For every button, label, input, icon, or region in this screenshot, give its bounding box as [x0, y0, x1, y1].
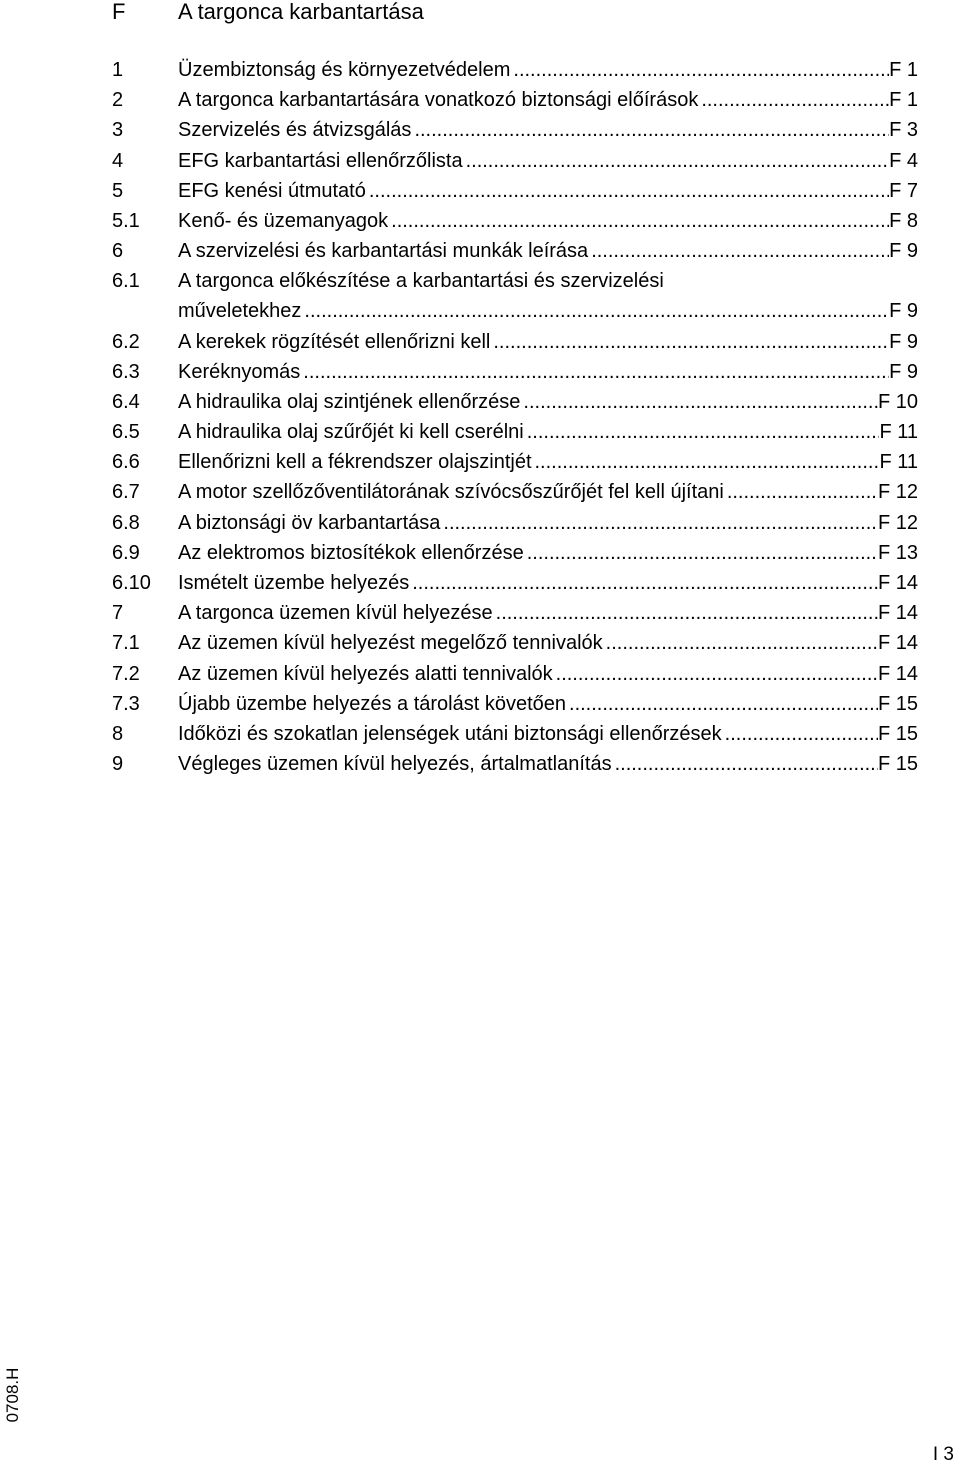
toc-title: Kenő- és üzemanyagok — [178, 209, 389, 232]
toc-number: 6.2 — [112, 330, 140, 353]
toc-number: 9 — [112, 753, 124, 776]
toc-number: 6.5 — [112, 421, 140, 444]
document-code-text: 0708.H — [3, 1367, 22, 1423]
toc-number: 5 — [112, 179, 124, 202]
toc-entry — [178, 477, 918, 507]
toc-page: F 15 — [877, 692, 918, 715]
toc-leader-dots — [388, 206, 889, 236]
toc-title: Végleges üzemen kívül helyezés, ártalmatlanítás — [178, 753, 612, 776]
toc-page: F 15 — [877, 722, 918, 745]
toc-number: 3 — [112, 119, 124, 142]
toc-number: 1 — [112, 59, 124, 81]
toc-leader-dots — [588, 236, 889, 266]
toc-number: 7.2 — [112, 662, 140, 685]
toc-entry — [178, 598, 918, 628]
page-number: I 3 — [932, 1444, 954, 1465]
toc-number: 8 — [112, 722, 124, 745]
toc-page: F 14 — [877, 572, 918, 594]
toc-number: 6.8 — [112, 511, 140, 534]
toc-number: 6 — [112, 240, 124, 263]
toc-row[interactable] — [112, 538, 918, 568]
toc-leader-dots — [409, 568, 878, 598]
toc-page: F 8 — [889, 209, 918, 232]
toc-row[interactable] — [112, 628, 918, 658]
toc-page: F 14 — [877, 662, 918, 685]
toc-entry — [178, 628, 918, 658]
toc-page: F 11 — [879, 451, 918, 474]
toc-page: F 10 — [877, 390, 918, 413]
toc-page: F 1 — [889, 59, 918, 81]
toc-leader-dots — [524, 417, 880, 447]
toc-leader-dots — [698, 85, 889, 115]
toc-entry — [178, 387, 918, 417]
toc-leader-dots — [520, 387, 878, 417]
toc-page: F 4 — [889, 149, 918, 172]
toc-title: Ellenőrizni kell a fékrendszer olajszintjét — [178, 451, 532, 474]
section-letter: F — [112, 0, 126, 24]
toc-leader-dots — [440, 508, 878, 538]
toc-row[interactable] — [112, 689, 918, 719]
toc-row-continuation[interactable] — [112, 296, 918, 326]
toc-title: Ismételt üzembe helyezés — [178, 572, 410, 594]
toc-row[interactable] — [112, 508, 918, 538]
toc-number: 6.7 — [112, 481, 140, 504]
toc-page: F 9 — [889, 330, 918, 353]
toc-number: 6.6 — [112, 451, 140, 474]
toc-row[interactable] — [112, 568, 918, 598]
toc-row[interactable] — [112, 236, 918, 266]
toc-row[interactable] — [112, 357, 918, 387]
toc-entry — [178, 327, 918, 357]
page-title: A targonca karbantartása — [178, 0, 424, 24]
toc-entry — [178, 206, 918, 236]
toc-row[interactable] — [112, 447, 918, 477]
toc-leader-dots — [566, 689, 878, 719]
toc-leader-dots — [490, 327, 889, 357]
toc-leader-dots — [722, 719, 878, 749]
toc-row[interactable] — [112, 749, 918, 779]
toc-leader-dots — [603, 628, 878, 658]
page-header — [112, 0, 920, 28]
toc-row[interactable] — [112, 55, 918, 85]
toc-leader-dots — [411, 115, 889, 145]
toc-number: 6.3 — [112, 360, 140, 383]
toc-row[interactable] — [112, 176, 918, 206]
toc-title: Újabb üzembe helyezés a tárolást követően — [178, 692, 567, 715]
toc-title: A targonca karbantartására vonatkozó biztonsági előírások — [178, 89, 699, 112]
toc-leader-dots — [463, 146, 890, 176]
toc-row[interactable] — [112, 719, 918, 749]
toc-title: Az üzemen kívül helyezést megelőző tennivalók — [178, 632, 603, 655]
toc-entry — [178, 176, 918, 206]
toc-title: A hidraulika olaj szintjének ellenőrzése — [178, 390, 521, 413]
toc-row[interactable] — [112, 598, 918, 628]
toc-page: F 9 — [889, 300, 918, 323]
toc-page: F 7 — [889, 179, 918, 202]
toc-entry — [178, 85, 918, 115]
toc-entry — [178, 115, 918, 145]
toc-entry — [178, 689, 918, 719]
document-code — [2, 1360, 24, 1430]
toc-entry — [178, 538, 918, 568]
toc-row[interactable] — [112, 417, 918, 447]
toc-row[interactable] — [112, 85, 918, 115]
toc-page: F 3 — [889, 119, 918, 142]
toc-number: 6.10 — [112, 572, 151, 594]
toc-page: F 11 — [879, 421, 918, 444]
toc-leader-dots — [510, 55, 889, 85]
toc-row[interactable] — [112, 266, 918, 296]
toc-row[interactable] — [112, 659, 918, 689]
toc-entry — [178, 417, 918, 447]
toc-number: 2 — [112, 89, 124, 112]
toc-page: F 12 — [877, 481, 918, 504]
toc-title: Üzembiztonság és környezetvédelem — [178, 59, 511, 81]
toc-row[interactable] — [112, 477, 918, 507]
toc-leader-dots — [532, 447, 880, 477]
toc-entry — [178, 55, 918, 85]
toc-page: F 14 — [877, 602, 918, 625]
toc-page: F 15 — [877, 753, 918, 776]
toc-title: Az elektromos biztosítékok ellenőrzése — [178, 541, 524, 564]
toc-leader-dots — [493, 598, 878, 628]
toc-page: F 12 — [877, 511, 918, 534]
toc-number: 4 — [112, 149, 124, 172]
toc-title: Az üzemen kívül helyezés alatti tennivalók — [178, 662, 553, 685]
toc-title: EFG kenési útmutató — [178, 179, 366, 202]
toc-title: A hidraulika olaj szűrőjét ki kell cserélni — [178, 421, 524, 444]
toc-page: F 9 — [889, 240, 918, 263]
toc-leader-dots — [524, 538, 878, 568]
toc-row[interactable] — [112, 115, 918, 145]
toc-title: Szervizelés és átvizsgálás — [178, 119, 412, 142]
toc-title: EFG karbantartási ellenőrzőlista — [178, 149, 463, 172]
toc-leader-dots — [724, 477, 878, 507]
toc-entry — [178, 357, 918, 387]
table-of-contents — [112, 55, 918, 779]
toc-row[interactable] — [112, 146, 918, 176]
toc-title: műveletekhez — [178, 300, 302, 323]
toc-title: A targonca üzemen kívül helyezése — [178, 602, 493, 625]
toc-row[interactable] — [112, 206, 918, 236]
toc-number: 6.1 — [112, 270, 140, 293]
toc-page: F 1 — [889, 89, 918, 112]
toc-title: A biztonsági öv karbantartása — [178, 511, 441, 534]
toc-entry — [178, 568, 918, 598]
toc-number: 6.9 — [112, 541, 140, 564]
toc-row[interactable] — [112, 387, 918, 417]
toc-title: A motor szellőzőventilátorának szívócsőszűrőjét fel kell újítani — [178, 481, 724, 504]
toc-leader-dots — [301, 296, 889, 326]
toc-entry — [178, 659, 918, 689]
toc-entry — [178, 719, 918, 749]
toc-number: 7.1 — [112, 632, 140, 655]
toc-entry — [178, 749, 918, 779]
toc-number: 7.3 — [112, 692, 140, 715]
toc-number: 6.4 — [112, 390, 140, 413]
toc-page: F 13 — [877, 541, 918, 564]
toc-entry — [178, 146, 918, 176]
toc-leader-dots — [553, 659, 878, 689]
toc-title-line1: A targonca előkészítése a karbantartási és szervizelési — [178, 270, 664, 293]
toc-entry — [178, 266, 918, 296]
toc-number: 5.1 — [112, 209, 140, 232]
toc-leader-dots — [366, 176, 889, 206]
toc-page: F 14 — [877, 632, 918, 655]
toc-title: Keréknyomás — [178, 360, 301, 383]
toc-leader-dots — [612, 749, 878, 779]
toc-title: A szervizelési és karbantartási munkák leírása — [178, 240, 589, 263]
toc-entry — [178, 508, 918, 538]
toc-title: A kerekek rögzítését ellenőrizni kell — [178, 330, 491, 353]
toc-title: Időközi és szokatlan jelenségek utáni biztonsági ellenőrzések — [178, 722, 722, 745]
toc-leader-dots — [300, 357, 889, 387]
toc-number: 7 — [112, 602, 124, 625]
toc-entry — [178, 447, 918, 477]
toc-row[interactable] — [112, 327, 918, 357]
toc-entry — [178, 296, 918, 326]
toc-entry — [178, 236, 918, 266]
toc-page: F 9 — [889, 360, 918, 383]
